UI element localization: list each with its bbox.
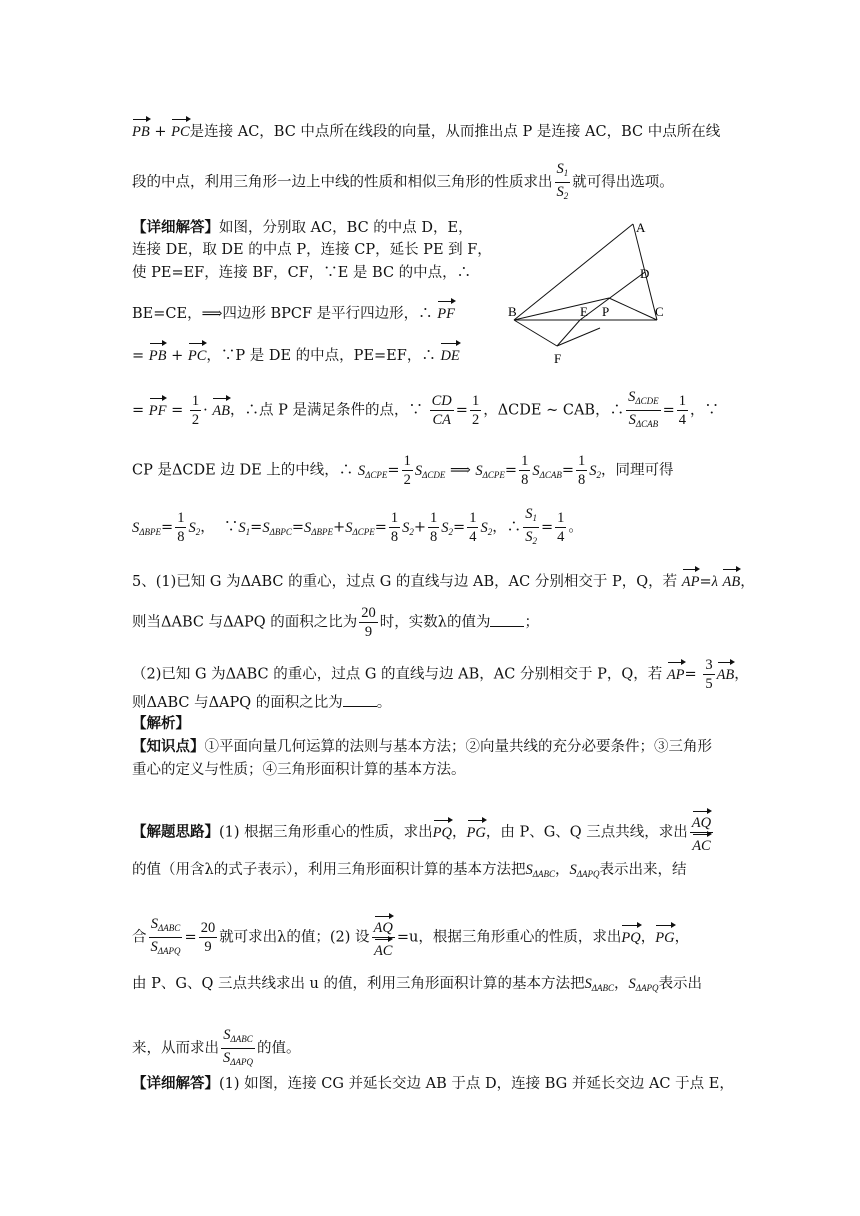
problem-5-line-3: （2)已知 G 为ΔABC 的重心，过点 G 的直线与边 AB，AC 分别相交于 P，Q，若 AP= $\frac{3}{5}$ AB， bbox=[132, 657, 749, 692]
label-b: B bbox=[508, 304, 517, 319]
answer-blank-1[interactable] bbox=[490, 612, 524, 627]
problem-5-line-1: 5、(1)已知 G 为ΔABC 的重心，过点 G 的直线与边 AB，AC 分别相交于 P，Q，若 AP=λ AB， bbox=[132, 568, 732, 592]
problem-5-line-4: 则ΔABC 与ΔAPQ 的面积之比为 。 bbox=[132, 692, 732, 713]
label-d: D bbox=[640, 266, 650, 281]
detail-line-1: 【详细解答】(1) 如图，连接 CG 并延长交边 AB 于点 D，连接 BG 并延长交边 AC 于点 E， bbox=[132, 1075, 734, 1092]
text-line-10: $S_{\Delta BPE}=$ $\frac{1}{8}$ $S_2$， $\because S_1=S_{\Delta BPC}=S_{\Delta BPE}+S_{\Delta CPE}=$ $\frac{1}{8}$ $S_2+$ $\frac{1}{8}$ $S_2=$ $\frac{1}{4}$ $S_2$，∴ $\frac{S_1}{S_2}$ = $\frac{1}{4}$ 。 bbox=[132, 506, 583, 546]
label-e: E bbox=[580, 304, 588, 319]
knowledge-line-1: 【知识点】①平面向量几何运算的法则与基本方法；②向量共线的充分必要条件；③三角形 bbox=[132, 738, 712, 755]
text-line-5: 使 PE=EF，连接 BF，CF，∵E 是 BC 的中点，∴ bbox=[132, 265, 472, 281]
text-line-1: PB + PC是连接 AC，BC 中点所在线段的向量，从而推出点 P 是连接 AC，BC 中点所在线 bbox=[132, 118, 732, 142]
label-f: F bbox=[554, 351, 562, 366]
approach-line-2: 的值（用含λ的式子表示），利用三角形面积计算的基本方法把$S_{\Delta ABC}$，$S_{\Delta APQ}$表示出来，结 bbox=[132, 862, 687, 879]
section-jiexi: 【解析】 bbox=[132, 715, 190, 732]
text-line-9: CP 是ΔCDE 边 DE 上的中线，∴ $S_{\Delta CPE}=$ $\frac{1}{2}$ $S_{\Delta CDE}$ ⟹ $S_{\Delta CPE}=$ $\frac{1}{8}$ $S_{\Delta CAB}=$ $\frac{1}{8}$ $S_2$，同理可得 bbox=[132, 453, 674, 488]
text-line-8: = PF = $\frac{1}{2}$ · AB，∴点 P 是满足条件的点，∵ $\frac{CD}{CA}$ = $\frac{1}{2}$ ，ΔCDE ~ CAB，∴ $\frac{S_{\Delta CDE}}{S_{\Delta CAB}}$ = $\frac{1}{4}$ ，∵ bbox=[132, 389, 720, 429]
knowledge-line-2: 重心的定义与性质；④三角形面积计算的基本方法。 bbox=[132, 762, 466, 778]
label-c: C bbox=[655, 304, 664, 319]
answer-blank-2[interactable] bbox=[343, 692, 377, 707]
problem-5-line-2: 则当ΔABC 与ΔAPQ 的面积之比为 $\frac{20}{9}$ 时，实数λ的值为 ； bbox=[132, 605, 539, 640]
approach-line-1: 【解题思路】(1) 根据三角形重心的性质，求出PQ，PG，由 P、G、Q 三点共线，求出 $\frac{AQ}{AC}$ bbox=[132, 810, 732, 855]
approach-line-4: 由 P、G、Q 三点共线求出 u 的值，利用三角形面积计算的基本方法把$S_{\Delta ABC}$，$S_{\Delta APQ}$表示出 bbox=[132, 976, 703, 993]
text-line-2: 段的中点，利用三角形一边上中线的性质和相似三角形的性质求出 $\frac{S_1}{S_2}$ 就可得出选项。 bbox=[132, 161, 674, 201]
text-line-7: = PB + PC，∵P 是 DE 的中点，PE=EF，∴ DE bbox=[132, 342, 732, 366]
label-p: P bbox=[602, 304, 610, 319]
approach-line-3: 合 $\frac{S_{\Delta ABC}}{S_{\Delta APQ}}$ = $\frac{20}{9}$ 就可求出λ的值；(2) 设 $\frac{AQ}{AC}$ =u，根据三角形重心的性质，求出PQ，PG， bbox=[132, 916, 690, 959]
text-line-3: 【详细解答】如图，分别取 AC，BC 的中点 D，E， bbox=[132, 219, 473, 236]
label-a: A bbox=[636, 220, 646, 235]
approach-line-5: 来，从而求出 $\frac{S_{\Delta ABC}}{S_{\Delta APQ}}$ 的值。 bbox=[132, 1027, 301, 1067]
text-line-4: 连接 DE，取 DE 的中点 P，连接 CP，延长 PE 到 F， bbox=[132, 242, 492, 258]
text-line-6: BE=CE，⟹四边形 BPCF 是平行四边形，∴ PF bbox=[132, 300, 732, 324]
